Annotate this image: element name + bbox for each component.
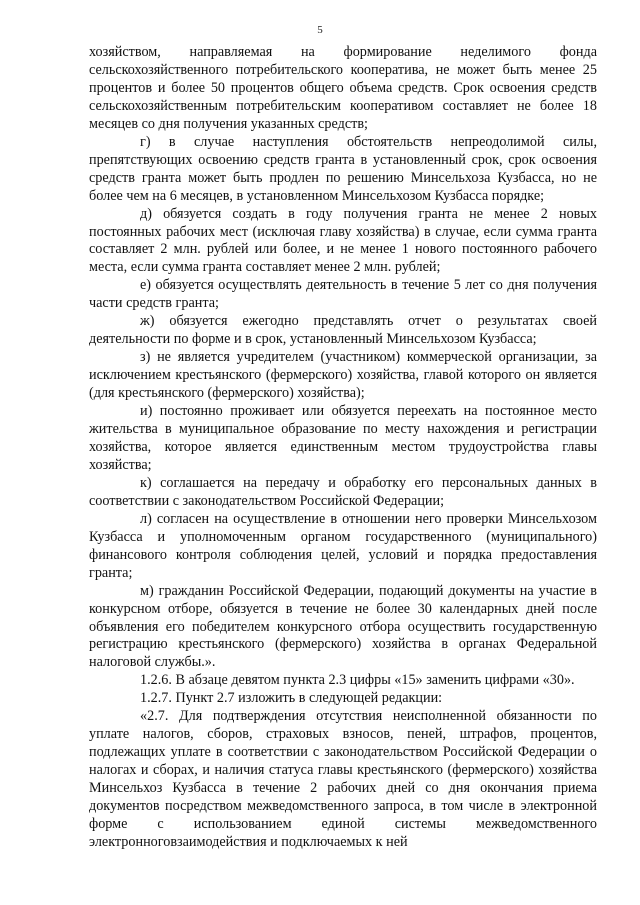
paragraph-item-m: м) гражданин Российской Федерации, подающий документы на участие в конкурсном отборе, обязуется в течение не более 30 календарных дней после объявления его победителем конкурсного отбора осуществить государственную регистрацию крестьянского (фермерского) хозяйства в органах Федеральной налоговой службы.». [89,582,597,671]
paragraph-1-2-7: 1.2.7. Пункт 2.7 изложить в следующей редакции: [140,690,443,707]
paragraph-item-d: д) обязуется создать в году получения гранта не менее 2 новых постоянных рабочих мест (исключая главу хозяйства) в случае, если сумма гранта составляет 2 млн. рублей или более, и не менее 1 нового постоянного рабочего места, если сумма гранта составляет менее 2 млн. рублей; [89,205,597,276]
paragraph-2-7-text: «2.7. Для подтверждения отсутствия неисполненной обязанности по уплате налогов, сборов, страховых взносов, пеней, штрафов, процентов, подлежащих уплате в соответствии с законодательством Российской Федерации о налогах и сборах, и наличия статуса главы крестьянского (фермерского) хозяйства Минсельхоз Кузбасса в течение 2 рабочих дней со дня окончания приема документов посредством межведомственного запроса, в том числе в электронной форме с использованием единой системы межведомственного электронноговзаимодействия и подключаемых к ней [89,708,597,850]
paragraph-item-zh: ж) обязуется ежегодно представлять отчет о результатах своей деятельности по форме и в срок, установленный Минсельхозом Кузбасса; [89,313,597,348]
paragraph-item-g: г) в случае наступления обстоятельств непреодолимой силы, препятствующих освоению средств гранта в установленный срок, срок освоения средств гранта может быть продлен по решению Минсельхоза Кузбасса, но не более чем на 6 месяцев, в установленном Минсельхозом Кузбасса порядке; [89,133,597,204]
document-body [89,44,597,852]
page-number: 5 [317,24,323,36]
paragraph-item-z: з) не является учредителем (участником) коммерческой организации, за исключением крестьянского (фермерского) хозяйства, главой которого он является (для крестьянского (фермерского) хозяйства); [89,349,597,402]
paragraph-item-l: л) согласен на осуществление в отношении него проверки Минсельхозом Кузбасса и уполномоченным органом государственного (муниципального) финансового контроля соблюдения целей, условий и порядка предоставления гранта; [89,510,597,581]
paragraph-1-2-6: 1.2.6. В абзаце девятом пункта 2.3 цифры «15» заменить цифрами «30». [140,672,575,689]
paragraph-continuation: хозяйством, направляемая на формирование неделимого фонда сельскохозяйственного потребительского кооператива, не может быть менее 25 процентов и более 50 процентов общего объема средств. Срок освоения средств сельскохозяйственным потребительским кооперативом составляет не более 18 месяцев со дня получения указанных средств; [89,44,597,132]
paragraph-item-k: к) соглашается на передачу и обработку его персональных данных в соответствии с законодательством Российской Федерации; [89,474,597,509]
paragraph-item-i: и) постоянно проживает или обязуется переехать на постоянное место жительства в муниципальное образование по месту нахождения и регистрации хозяйства, которое является единственным местом трудоустройства главы хозяйства; [89,403,597,473]
paragraph-item-e: е) обязуется осуществлять деятельность в течение 5 лет со дня получения части средств гранта; [89,277,597,312]
